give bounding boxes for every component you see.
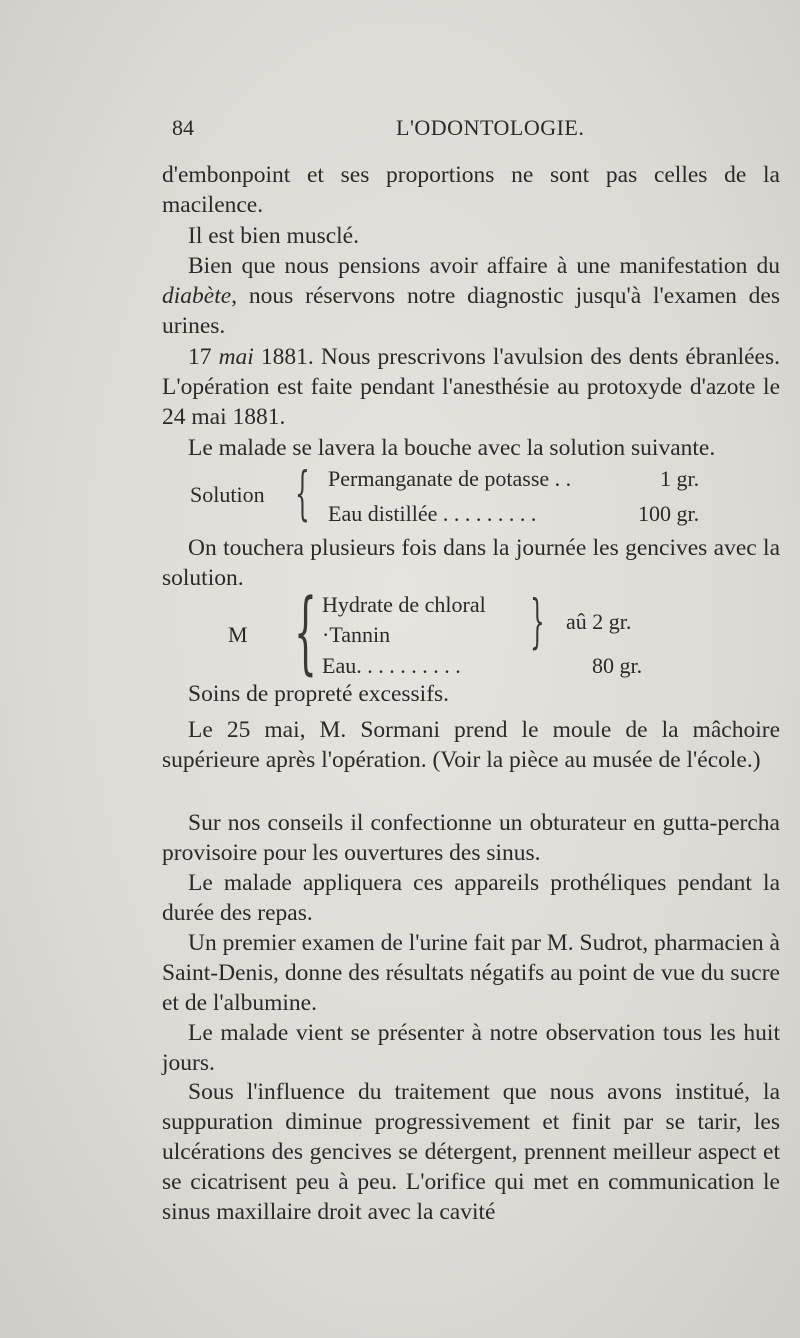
paragraph-4 — [162, 342, 780, 432]
m-row-2-item: ·Tannin — [322, 622, 391, 647]
paragraph-13: Sous l'influence du traitement que nous avons institué, la suppuration diminue progressivement et finit par se tarir, les ulcérations des gencives se détergent, prennent meilleur aspect et se cicatrisent peu à peu. L'orifice qui met en communication le sinus maxillaire droit avec la cavité — [162, 1079, 780, 1225]
paragraph-6: On touchera plusieurs fois dans la journée les gencives avec la solution. — [162, 535, 780, 591]
paragraph-3-text: Bien que nous pensions avoir affaire à une manifestation du — [188, 253, 780, 279]
paragraph-5: Le malade se lavera la bouche avec la solution suivante. — [188, 435, 716, 461]
m-grouped-qty: aû 2 gr. — [566, 609, 632, 634]
m-row-3-qty: 80 gr. — [592, 653, 643, 678]
paragraph-1: d'embonpoint et ses proportions ne sont pas celles de la macilence. — [162, 162, 780, 218]
diabete-italic: diabète — [162, 283, 232, 309]
paragraph-4-rest: 1881. Nous prescrivons l'avulsion des dents ébranlées. L'opération est faite pendant l'anesthésie au protoxyde d'azote le 24 mai 1881. — [162, 344, 780, 430]
paragraph-12: Le malade vient se présenter à notre observation tous les huit jours. — [162, 1020, 780, 1076]
paragraph-4-prefix: 17 — [188, 344, 219, 370]
paragraph-8: Le 25 mai, M. Sormani prend le moule de la mâchoire supérieure après l'opération. (Voir la pièce au musée de l'école.) — [162, 717, 780, 773]
solution-brace: { — [295, 459, 310, 527]
paragraph-3-text-end: , nous réservons notre diagnostic jusqu'à l'examen des urines. — [162, 283, 780, 339]
paragraph-2: Il est bien musclé. — [188, 223, 359, 249]
paragraph-9: Sur nos conseils il confectionne un obturateur en gutta-percha provisoire pour les ouvertures des sinus. — [162, 810, 780, 866]
paragraph-7: Soins de propreté excessifs. — [188, 681, 450, 707]
solution-row-1-qty: 1 gr. — [660, 466, 700, 491]
solution-label: Solution — [190, 482, 265, 507]
page-header — [168, 115, 768, 145]
m-row-1-item: Hydrate de chloral — [322, 592, 486, 617]
solution-row-2-qty: 100 gr. — [638, 501, 700, 526]
m-brace-right: } — [530, 587, 545, 655]
page-number: 84 — [172, 115, 194, 140]
paragraph-10: Le malade appliquera ces appareils prothéliques pendant la durée des repas. — [162, 870, 780, 926]
running-title: L'ODONTOLOGIE. — [396, 115, 585, 140]
paragraph-3 — [162, 251, 780, 341]
m-row-3-item: Eau. . . . . . . . . . — [322, 653, 461, 678]
paragraph-11: Un premier examen de l'urine fait par M. Sudrot, pharmacien à Saint-Denis, donne des résultats négatifs au point de vue du sucre et de l'albumine. — [162, 930, 780, 1016]
m-brace-left: { — [294, 580, 317, 685]
solution-row-1-item: Permanganate de potasse . . — [328, 466, 572, 491]
paragraph-4-date-italic: mai — [218, 344, 254, 370]
solution-row-2-item: Eau distillée . . . . . . . . . — [328, 501, 537, 526]
m-label: M — [228, 622, 248, 647]
